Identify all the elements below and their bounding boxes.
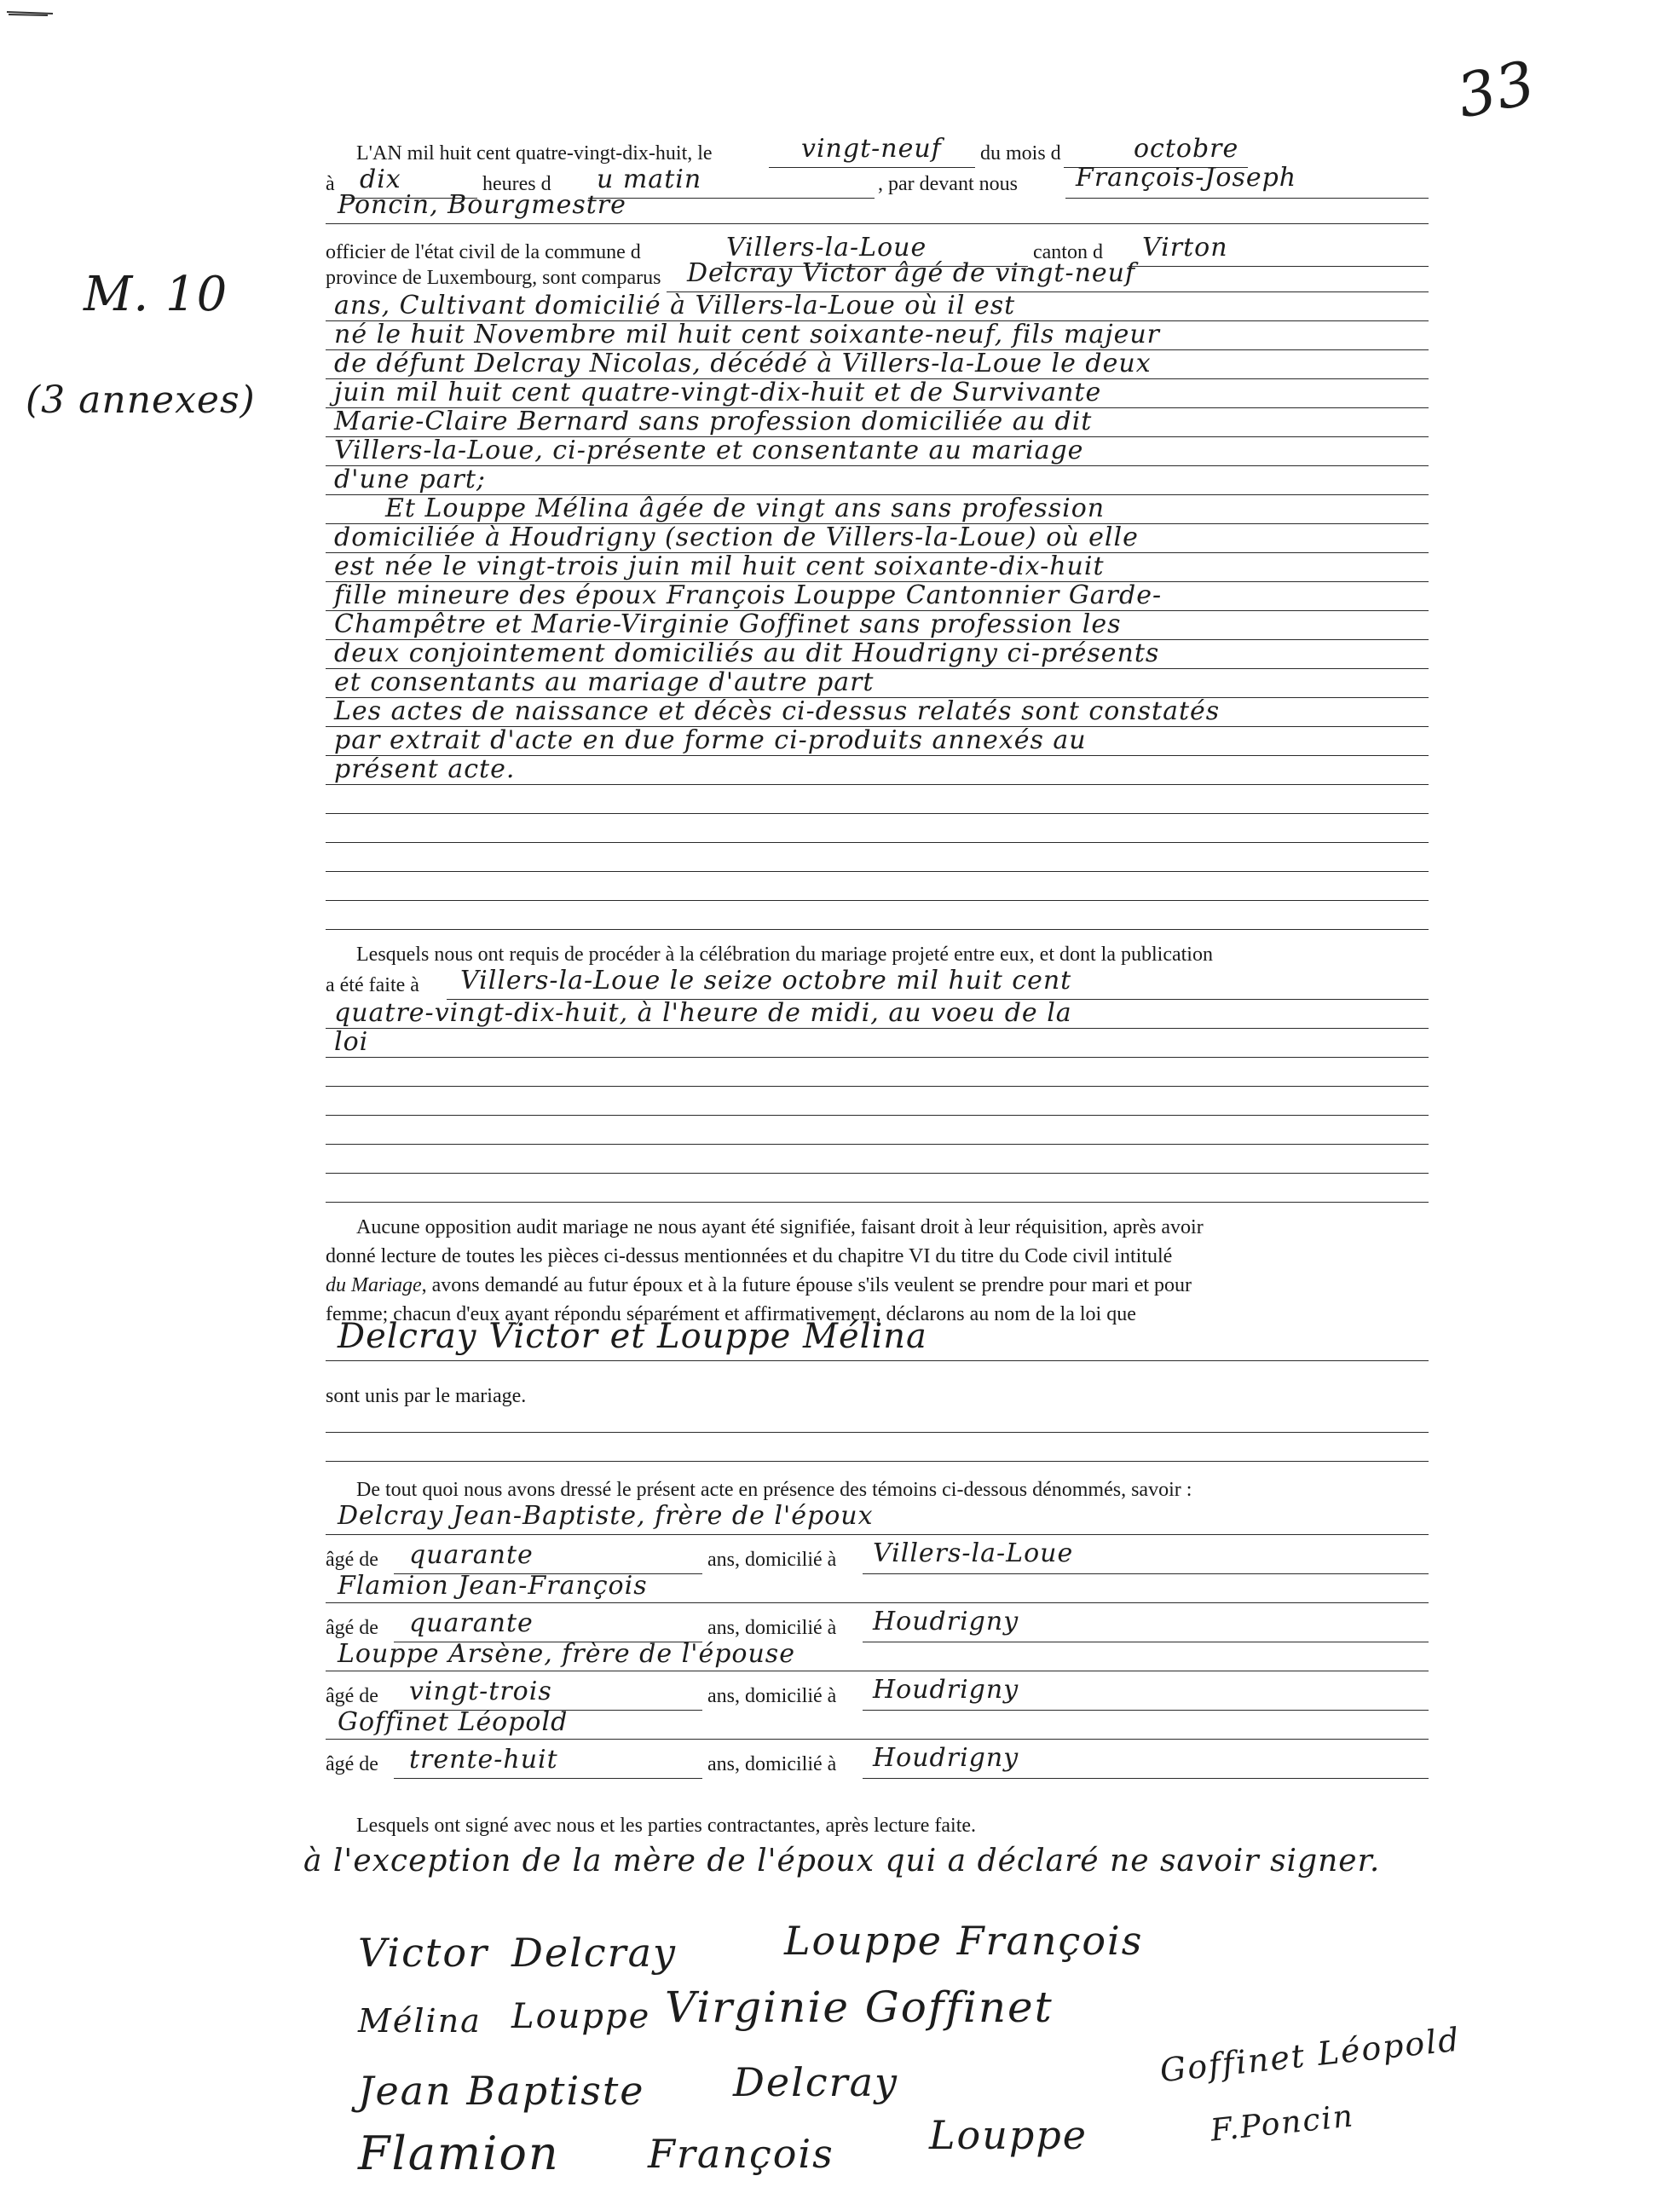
preamble-canton-label: canton d <box>1033 241 1103 263</box>
witness-age-label: âgé de <box>326 1753 378 1775</box>
parties-line: Et Louppe Mélina âgée de vingt ans sans profession <box>385 493 1106 523</box>
witness-domicile-label: ans, domicilié à <box>707 1549 837 1571</box>
witness-name: Louppe Arsène, frère de l'épouse <box>338 1639 795 1669</box>
parties-line: Champêtre et Marie-Virginie Goffinet sans profession les <box>334 609 1122 639</box>
rule-line <box>326 842 1429 843</box>
rule-day <box>769 167 975 168</box>
publication-text-1: Lesquels nous ont requis de procéder à la célébration du mariage projeté entre eux, et dont la publication <box>356 944 1213 966</box>
hand-officer-1: François-Joseph <box>1076 163 1297 193</box>
signature: Louppe <box>929 2112 1088 2158</box>
witness-place: Houdrigny <box>873 1607 1019 1636</box>
preamble-a: à <box>326 173 335 195</box>
closing-handwritten-exception: à l'exception de la mère de l'époux qui a déclaré ne savoir signer. <box>303 1844 1381 1879</box>
signature: Jean Baptiste <box>358 2068 645 2114</box>
parties-line: fille mineure des époux François Louppe Cantonnier Garde- <box>334 580 1163 610</box>
declaration-text-2: donné lecture de toutes les pièces ci-dessus mentionnées et du chapitre VI du titre du Code civil intitulé <box>326 1245 1173 1267</box>
marginal-number: M. 10 <box>84 267 228 322</box>
declaration-text-1: Aucune opposition audit mariage ne nous ayant été signifiée, faisant droit à leur réquisition, après avoir <box>356 1216 1204 1238</box>
witness-place: Villers-la-Loue <box>873 1538 1074 1568</box>
rule-line <box>326 1086 1429 1087</box>
rule-line <box>326 871 1429 872</box>
declaration-unis: sont unis par le mariage. <box>326 1385 527 1407</box>
hand-canton: Virton <box>1142 233 1228 263</box>
parties-line: Les actes de naissance et décès ci-dessus relatés sont constatés <box>334 696 1221 726</box>
hand-groom: Delcray Victor âgé de vingt-neuf <box>687 258 1136 288</box>
witness-age: quarante <box>409 1540 534 1570</box>
witness-domicile-label: ans, domicilié à <box>707 1685 837 1707</box>
signature: Flamion <box>358 2127 560 2180</box>
rule-line <box>326 1202 1429 1203</box>
rule-line <box>326 900 1429 901</box>
preamble-month-label: du mois d <box>980 142 1061 164</box>
hand-month: octobre <box>1134 134 1239 164</box>
witnesses-intro: De tout quoi nous avons dressé le présent acte en présence des témoins ci-dessous dénommés, savoir : <box>356 1479 1192 1501</box>
hand-publication-3: loi <box>334 1027 369 1057</box>
rule-line <box>326 1115 1429 1116</box>
witness-age-label: âgé de <box>326 1549 378 1571</box>
rule-line <box>326 813 1429 814</box>
hand-time: u matin <box>597 164 702 194</box>
preamble-par-devant: , par devant nous <box>878 173 1018 195</box>
witness-age-label: âgé de <box>326 1617 378 1639</box>
preamble-year-text: L'AN mil huit cent quatre-vingt-dix-huit, le <box>356 142 713 164</box>
preamble-heures-label: heures d <box>482 173 551 195</box>
witness-domicile-label: ans, domicilié à <box>707 1753 837 1775</box>
rule-line <box>863 1710 1429 1711</box>
parties-line: et consentants au mariage d'autre part <box>334 667 875 697</box>
closing-printed: Lesquels ont signé avec nous et les parties contractantes, après lecture faite. <box>356 1815 977 1837</box>
declaration-text-3 <box>326 1275 1192 1296</box>
rule-officer-2 <box>326 223 1429 224</box>
rule-line <box>326 1360 1429 1361</box>
rule-line <box>326 784 1429 785</box>
signature: François <box>648 2131 834 2177</box>
parties-line: par extrait d'acte en due forme ci-produits annexés au <box>334 725 1087 755</box>
hand-commune: Villers-la-Loue <box>726 233 927 263</box>
parties-line: de défunt Delcray Nicolas, décédé à Villers-la-Loue le deux <box>334 349 1152 378</box>
rule-line <box>326 1602 1429 1603</box>
witness-name: Goffinet Léopold <box>338 1707 569 1737</box>
folio-number: 33 <box>1451 47 1542 132</box>
rule-time <box>588 198 875 199</box>
parties-line: né le huit Novembre mil huit cent soixante-neuf, fils majeur <box>334 320 1160 349</box>
rule-line <box>326 1534 1429 1535</box>
preamble-province: province de Luxembourg, sont comparus <box>326 267 661 289</box>
declaration-du-mariage: du Mariage <box>326 1274 422 1296</box>
preamble-officer-commune: officier de l'état civil de la commune d <box>326 241 641 263</box>
signature: Louppe François <box>784 1918 1144 1964</box>
rule-line <box>326 1028 1429 1029</box>
rule-line <box>326 1144 1429 1145</box>
parties-line: d'une part; <box>334 465 486 494</box>
signature: Mélina <box>358 2002 482 2040</box>
witness-place: Houdrigny <box>873 1743 1019 1773</box>
signature: F.Poncin <box>1209 2098 1356 2149</box>
rule-line <box>863 1778 1429 1779</box>
parties-line: juin mil huit cent quatre-vingt-dix-huit et de Survivante <box>334 378 1102 407</box>
marginal-annex-note: (3 annexes) <box>26 378 256 422</box>
hand-day: vingt-neuf <box>801 134 942 164</box>
hand-publication-2: quatre-vingt-dix-huit, à l'heure de midi, au voeu de la <box>334 998 1072 1028</box>
signature: Goffinet Léopold <box>1158 2020 1463 2090</box>
witness-age: quarante <box>409 1608 534 1638</box>
parties-line: Marie-Claire Bernard sans profession domiciliée au dit <box>334 407 1093 436</box>
witness-age: trente-huit <box>409 1745 558 1775</box>
parties-line: ans, Cultivant domicilié à Villers-la-Loue où il est <box>334 291 1016 320</box>
parties-line: présent acte. <box>334 754 516 784</box>
hand-declaration-names: Delcray Victor et Louppe Mélina <box>338 1317 927 1356</box>
rule-canton <box>1129 266 1429 267</box>
hand-hour: dix <box>360 164 401 194</box>
rule-line <box>326 1739 1429 1740</box>
parties-line: Villers-la-Loue, ci-présente et consentante au mariage <box>334 436 1084 465</box>
parties-line: domiciliée à Houdrigny (section de Villers-la-Loue) où elle <box>334 522 1139 552</box>
signature: Delcray <box>733 2059 898 2105</box>
rule-line <box>326 929 1429 930</box>
rule-line <box>326 1461 1429 1462</box>
rule-line <box>326 1173 1429 1174</box>
parties-line: est née le vingt-trois juin mil huit cent soixante-dix-huit <box>334 551 1105 581</box>
signature: Delcray <box>511 1930 677 1976</box>
hand-publication-1: Villers-la-Loue le seize octobre mil huit cent <box>460 966 1072 996</box>
rule-line <box>326 465 1429 466</box>
rule-line <box>863 1573 1429 1574</box>
signature: Virginie Goffinet <box>665 1983 1054 2032</box>
rule-line <box>326 1057 1429 1058</box>
signature: Victor <box>358 1930 489 1976</box>
rule-line <box>326 1432 1429 1433</box>
scan-artifact-mark <box>5 9 56 17</box>
hand-officer-2: Poncin, Bourgmestre <box>338 190 626 220</box>
rule-line <box>394 1778 702 1779</box>
witness-domicile-label: ans, domicilié à <box>707 1617 837 1639</box>
signature: Louppe <box>511 1997 651 2036</box>
publication-text-2: a été faite à <box>326 974 419 996</box>
rule-officer-1 <box>1065 198 1429 199</box>
witness-age: vingt-trois <box>409 1677 552 1706</box>
witness-name: Delcray Jean-Baptiste, frère de l'époux <box>338 1501 874 1531</box>
declaration-text-3b: , avons demandé au futur époux et à la future épouse s'ils veulent se prendre pour mari et pour <box>421 1274 1192 1296</box>
parties-line: deux conjointement domiciliés au dit Houdrigny ci-présents <box>334 638 1160 668</box>
declaration-text-4: femme; chacun d'eux ayant répondu séparément et affirmativement, déclarons au nom de la loi que <box>326 1303 1136 1325</box>
witness-place: Houdrigny <box>873 1675 1019 1705</box>
witness-name: Flamion Jean-François <box>338 1571 648 1601</box>
witness-age-label: âgé de <box>326 1685 378 1707</box>
